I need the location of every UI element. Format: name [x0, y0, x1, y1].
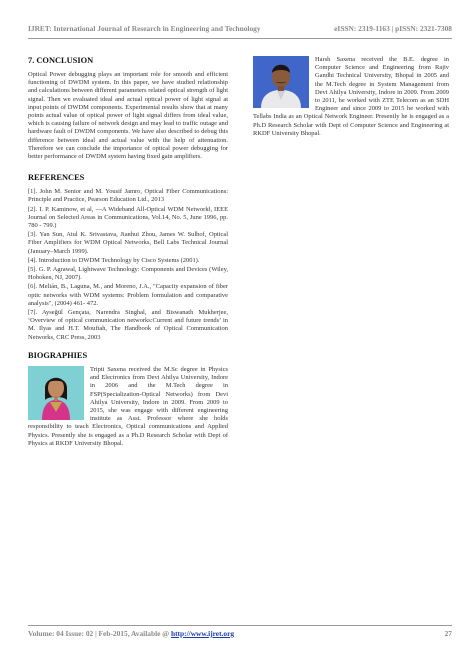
page-number: 27: [444, 629, 452, 638]
reference-item: [4]. Introduction to DWDM Technology by Cisco Systems (2001).: [28, 256, 200, 264]
reference-item: [2]. I. P. Kaminow, et al, ―A Wideband All-Optical WDM Network‖, IEEE Journal on Selected Areas in Communications, Vol.14, No. 5, June 1996, pp. 780 - 799.): [28, 205, 228, 230]
issue-info: [28, 629, 234, 638]
conclusion-heading: 7. CONCLUSION: [28, 56, 94, 65]
reference-item: [6]. Melián, B., Laguna, M., and Moreno, J.A., "Capacity expansion of fiber optic networks with WDM systems: Problem formulation and comparative analysis", (2004) 461- 472.: [28, 283, 228, 307]
biography-text-harsh: Harsh Saxena received the B.E. degree in Computer Science and Engineering from Rajiv Gandhi Technical University, Bhopal in 2005 and the M.Tech degree in System Management from Devi Ahilya University, Indore in 2009. From 2009 to 2011, he worked with ZTE Telecom as an SDH Engineer and since 2009 to 2015 he worked with Tellabs India as an Optical Network Engineer. Presently he is engaged as a Ph.D Research Scholar with Dept of Computer Science and Engineering at RKDF University Bhopal.: [253, 56, 449, 137]
reference-item: [7]. Ayseğül Gençata, Narendra Singhal, and Biswanath Mukherjee, ‘Overview of optical communication networks:Current and future trends’ in M. Ilyas and H.T. Mouftah, The Handbook of Optical Communication Networks, CRC Press, 2003: [28, 309, 228, 341]
reference-item: [5]. G. P. Agrawal, Lightwave Technology: Components and Devices (Wiley, Hoboken, NJ, 2007).: [28, 266, 228, 282]
biographies-heading: BIOGRAPHIES: [28, 350, 88, 360]
journal-name: IJRET: International Journal of Research in Engineering and Technology: [28, 24, 261, 33]
reference-item: [3]. Yan Sun, Atul K. Srivastava, Jianhui Zhou, James W. Sulhof, Optical Fiber Amplifiers for WDM Optical Networks, Bell Labs Technical Journal (January–March 1999).: [28, 231, 228, 255]
footer-divider: [28, 625, 452, 626]
issn-numbers: eISSN: 2319-1163 | pISSN: 2321-7308: [334, 24, 452, 33]
right-column: [253, 56, 449, 138]
conclusion-text: Optical Power debugging plays an important role for smooth and efficient functioning of DWDM system. In this paper, we have studied relationship and calculations between different parameters related optical strength of light signal. Then we evaluated ideal and actual optical power of light signal at input points of DWDM components. Experimental results show that at many points actual value of optical power of light signal differs from ideal value, which is causing failure of network design and may lead to traffic outage and hardware fault of DWDM components. We have also described to debug this difference between ideal and actual value with the help of attenuation. Therefore we can conclude the importance of optical power debugging for better performance of DWDM system having fixed gain amplifiers.: [28, 71, 228, 161]
author-photo-harsh: [253, 56, 309, 108]
references-heading: REFERENCES: [28, 173, 85, 183]
running-header: [28, 24, 452, 33]
journal-url-link[interactable]: http://www.ijret.org: [170, 629, 235, 638]
header-divider: [28, 38, 452, 39]
author-photo-tripti: [28, 366, 84, 420]
reference-item: [1]. John M. Senior and M. Yousif Jamro, Optical Fiber Communications: Principle and Practice, Pearson Education Ltd., 2013: [28, 188, 228, 204]
biography-text-tripti: Tripti Saxena received the M.Sc degree in Physics and Electronics from Devi Ahilya University, Indore in 2006 and the M.Tech degree in FSP(Specialization-Optical Networks) from Devi Ahilya University, Indore in 2009. From 2009 to 2015, she was engage with different engineering institute as Asst. Professor where she holds responsibility to teach Electronics, Optical communications and Applied Physics. Presently she is engaged as a Ph.D Research Scholar with Dept of Physics at RKDF University Bhopal.: [28, 365, 228, 447]
references-list: [28, 188, 228, 342]
volume-text: Volume: 04 Issue: 02 | Feb-2015, Available @: [28, 629, 171, 638]
biography-tripti: [28, 366, 228, 448]
left-column: [28, 56, 228, 448]
running-footer: [28, 629, 452, 638]
